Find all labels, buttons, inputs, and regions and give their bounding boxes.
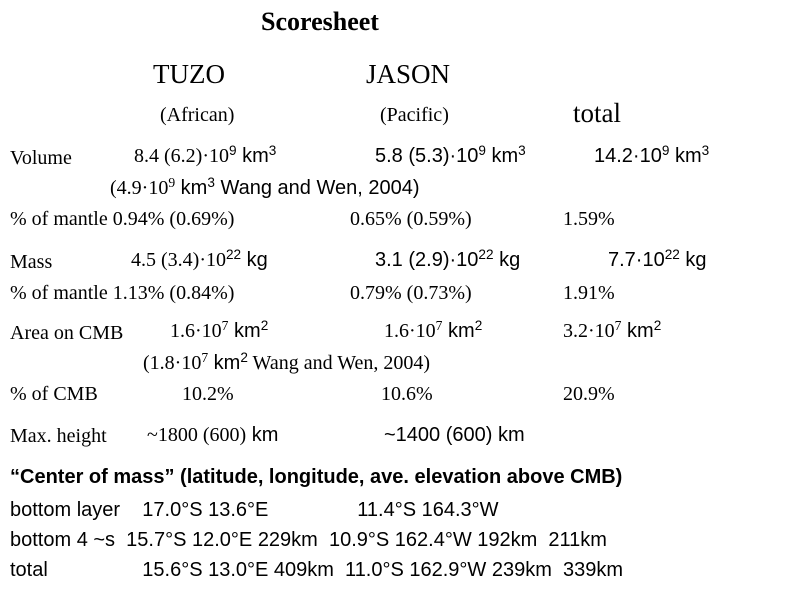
cmb-pct-tuzo: 10.2% (182, 383, 234, 405)
header-tuzo: TUZO (153, 59, 225, 89)
height-jason: ~1400 (600) km (384, 424, 525, 446)
volume-pct-jason: 0.65% (0.59%) (350, 208, 472, 230)
mass-pct-jason: 0.79% (0.73%) (350, 282, 472, 304)
mass-label: Mass (10, 251, 53, 273)
header-pacific: (Pacific) (380, 104, 449, 126)
cmb-pct-label: % of CMB (10, 383, 98, 405)
header-jason: JASON (366, 59, 451, 89)
volume-label: Volume (10, 147, 72, 169)
mass-pct-tuzo: % of mantle 1.13% (0.84%) (10, 282, 235, 304)
area-reference: ($1.8\cdot 10^7$ $km^2$ Wang and Wen, 2004) (143, 349, 431, 374)
volume-total: $14.2\cdot 10^9$ $km^3$ (594, 142, 710, 167)
mass-tuzo: 4.5 $(3.4)\cdot 10^{22}$ kg (131, 246, 268, 271)
area-tuzo: $1.6\cdot 10^7$ $km^2$ (170, 317, 269, 342)
volume-jason: 5.8 $(5.3)\cdot 10^9$ $km^3$ (375, 142, 526, 167)
com-row-bottom-layer: bottom layer 17.0°S 13.6°E 11.4°S 164.3°W (10, 499, 499, 521)
height-tuzo: ~1800 (600) km (147, 424, 279, 446)
area-label: Area on CMB (10, 322, 124, 344)
cmb-pct-jason: 10.6% (381, 383, 433, 405)
mass-pct-total: 1.91% (563, 282, 615, 304)
area-total: $3.2\cdot 10^7$ $km^2$ (563, 317, 662, 342)
mass-total: $7.7\cdot 10^{22}$ kg (608, 246, 707, 271)
center-of-mass-heading: “Center of mass” (latitude, longitude, ave. elevation above CMB) (10, 466, 623, 488)
volume-reference: ($4.9\cdot 10^9$ $km^3$ Wang and Wen, 2004) (110, 174, 420, 199)
header-african: (African) (160, 104, 235, 126)
com-row-total: total 15.6°S 13.0°E 409km 11.0°S 162.9°W 239km 339km (10, 559, 624, 581)
page-title: Scoresheet (261, 7, 379, 36)
volume-pct-tuzo: % of mantle 0.94% (0.69%) (10, 208, 235, 230)
volume-tuzo: 8.4 $(6.2)\cdot 10^9$ $km^3$ (134, 142, 277, 167)
com-row-bottom-4: bottom 4 ~s 15.7°S 12.0°E 229km 10.9°S 162.4°W 192km 211km (10, 529, 607, 551)
header-total: total (573, 98, 621, 128)
height-label: Max. height (10, 425, 107, 447)
area-jason: $1.6\cdot 10^7$ $km^2$ (384, 317, 483, 342)
mass-jason: 3.1 $(2.9)\cdot 10^{22}$ kg (375, 246, 521, 271)
cmb-pct-total: 20.9% (563, 383, 615, 405)
volume-pct-total: 1.59% (563, 208, 615, 230)
